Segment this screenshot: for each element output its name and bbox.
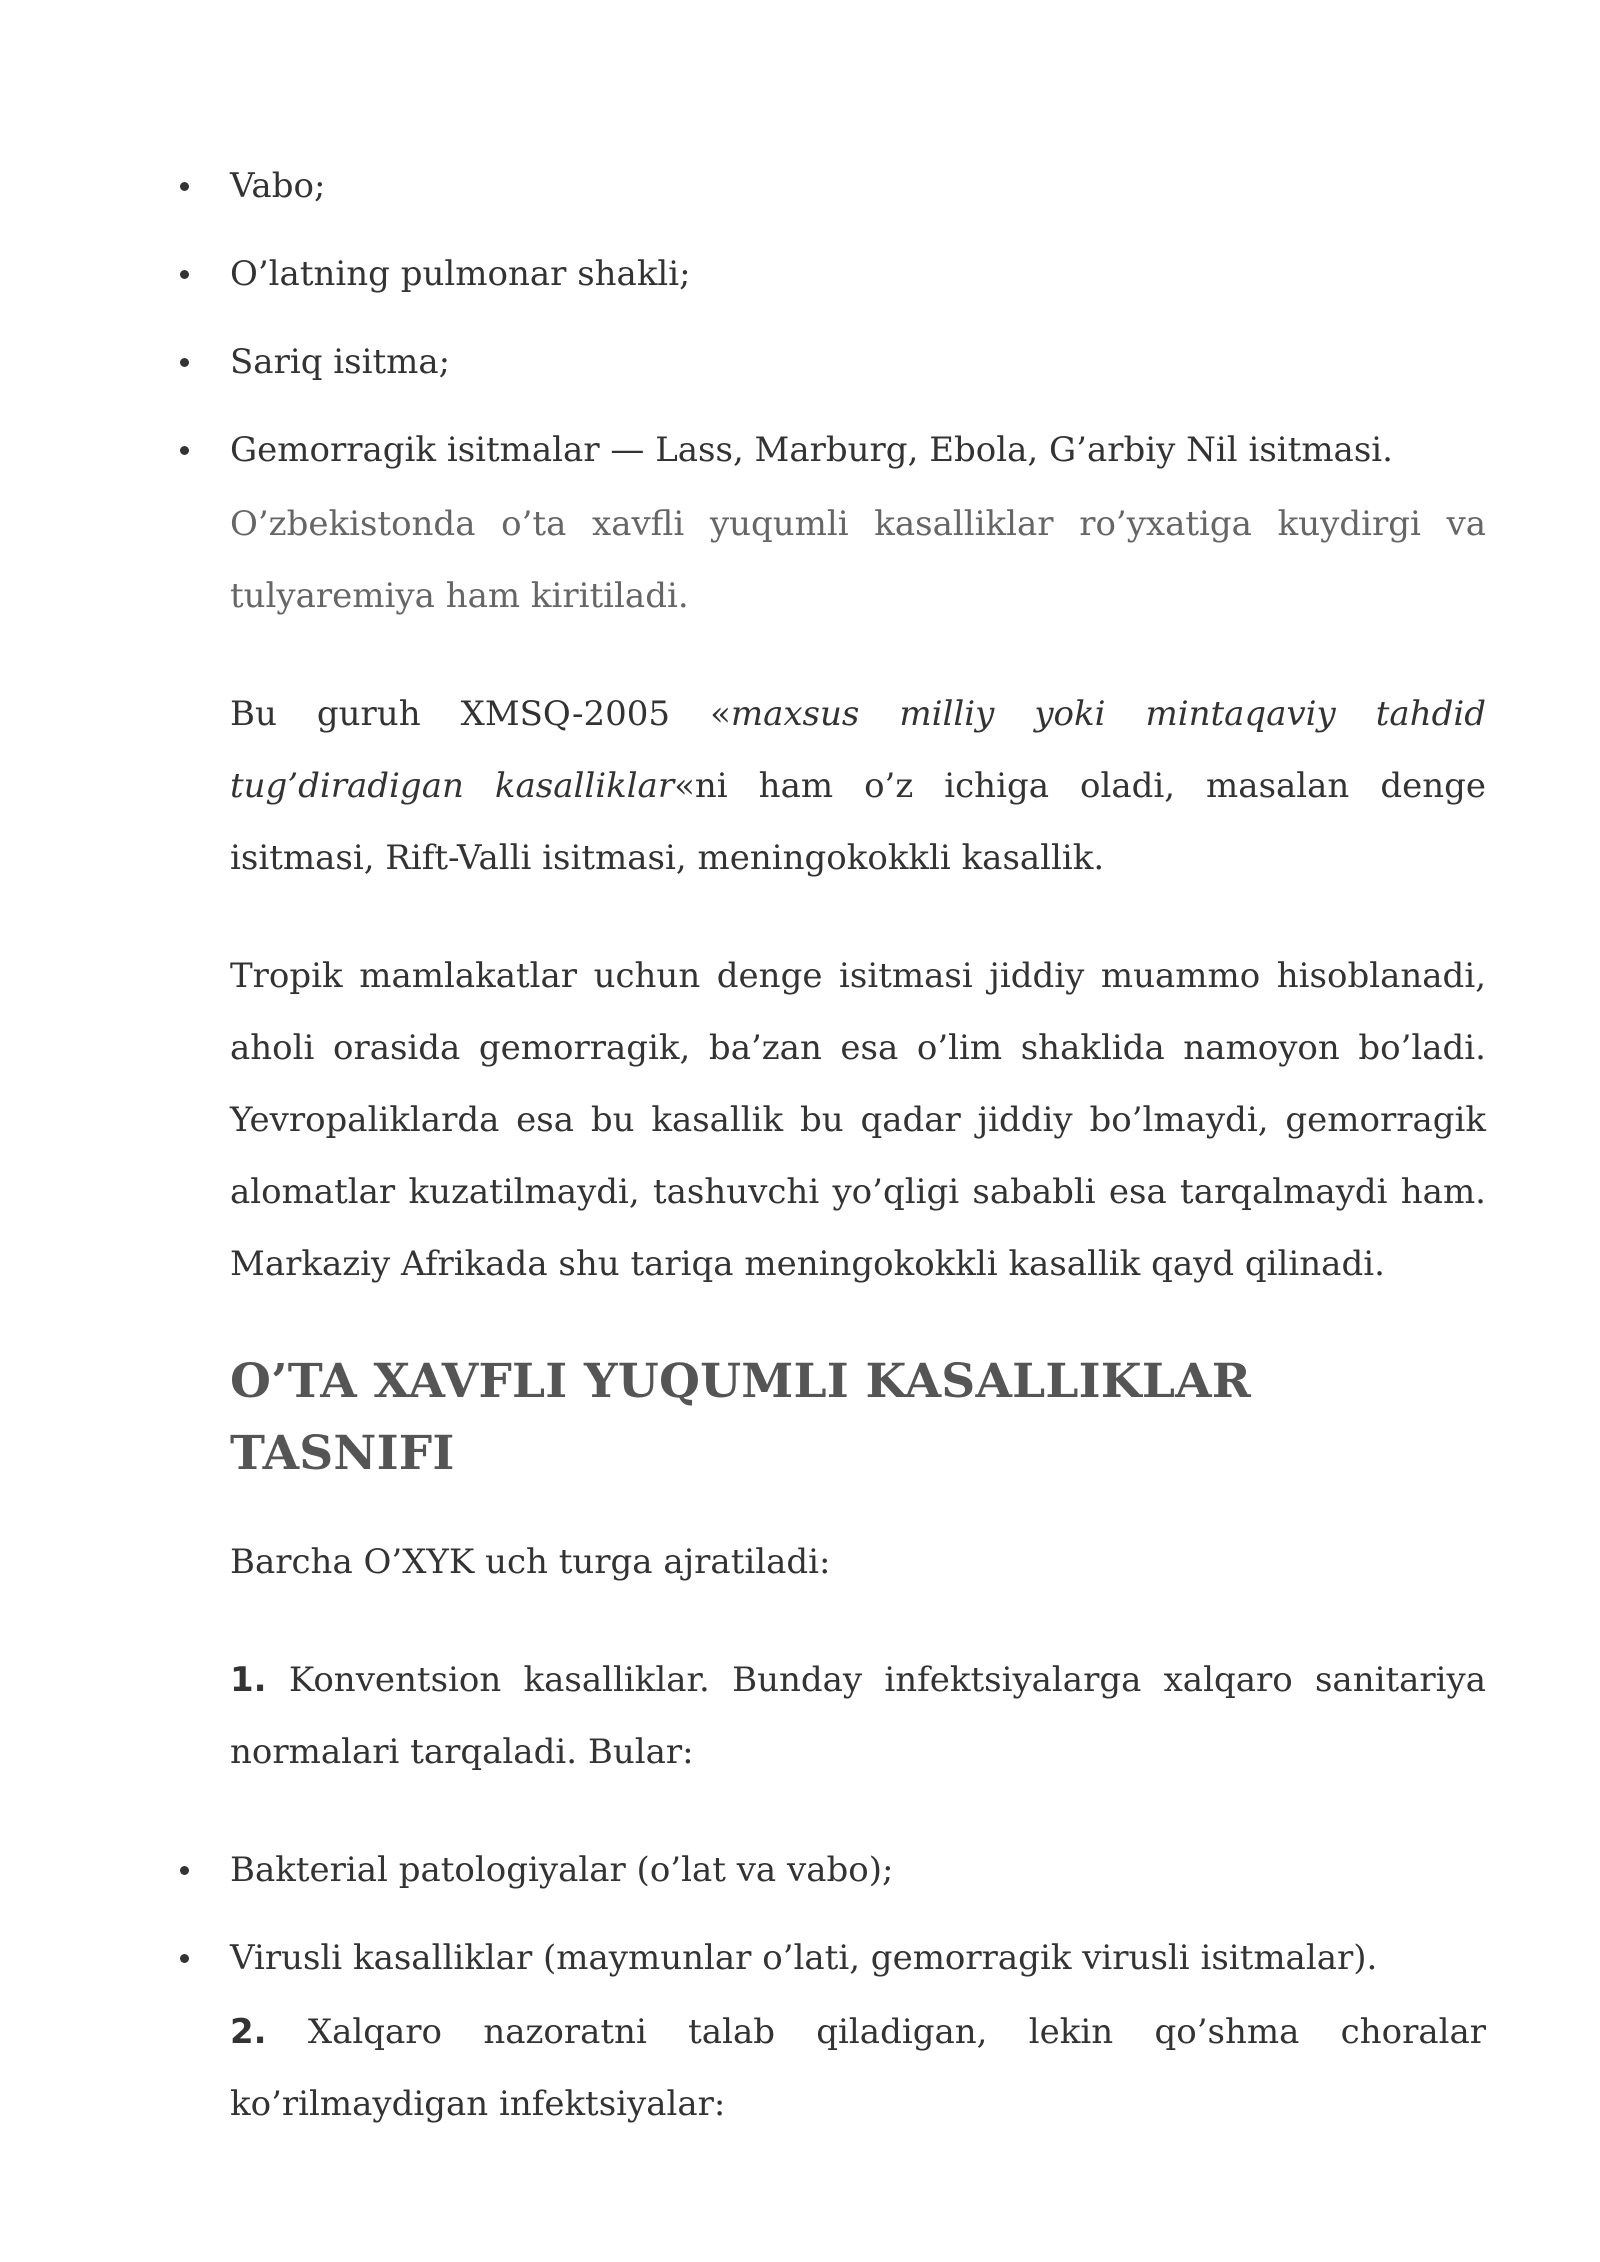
conventional-list [230, 1834, 1486, 1994]
bullet-icon [180, 358, 189, 367]
bullet-icon [180, 182, 189, 191]
bullet-icon [180, 1866, 189, 1875]
bullet-icon [180, 270, 189, 279]
list-item-text: Bakterial patologiyalar (o’lat va vabo); [230, 1850, 894, 1890]
paragraph-group-lead: Bu guruh XMSQ-2005 « [230, 694, 731, 734]
numbered-item-1 [230, 1644, 1486, 1788]
article-body [230, 150, 1486, 2140]
list-item [230, 1922, 1486, 1994]
paragraph-group-italic: maxsus milliy yoki mintaqaviy tahdid tug’diradigan kasalliklar [230, 694, 1486, 806]
list-item-text: Virusli kasalliklar (maymunlar o’lati, gemorragik virusli isitmalar). [230, 1938, 1378, 1978]
list-item [230, 150, 1486, 222]
item-number: 2. [230, 2012, 267, 2052]
list-item [230, 238, 1486, 310]
numbered-item-text: Konventsion kasalliklar. Bunday infektsiyalarga xalqaro sanitariya normalari tarqaladi. Bular: [230, 1660, 1486, 1772]
bullet-icon [180, 1954, 189, 1963]
list-item-text: Vabo; [230, 166, 326, 206]
list-item [230, 414, 1486, 486]
list-item [230, 1834, 1486, 1906]
list-item-text: Gemorragik isitmalar — Lass, Marburg, Ebola, G’arbiy Nil isitmasi. [230, 430, 1393, 470]
bullet-icon [180, 446, 189, 455]
paragraph-three-types: Barcha O’XYK uch turga ajratiladi: [230, 1542, 831, 1582]
item-number: 1. [230, 1660, 267, 1700]
list-item-text: O’latning pulmonar shakli; [230, 254, 691, 294]
paragraph-group [230, 678, 1486, 894]
paragraph-uzbekistan: O’zbekistonda o’ta xavfli yuqumli kasalliklar ro’yxatiga kuydirgi va tulyaremiya ham kiritiladi. [230, 504, 1486, 616]
paragraph-group-tail: «ni ham o’z ichiga oladi, masalan denge isitmasi, Rift-Valli isitmasi, meningokokkli kasallik. [230, 766, 1487, 878]
disease-list [230, 150, 1486, 486]
section-heading: O’TA XAVFLI YUQUMLI KASALLIKLAR TASNIFI [230, 1354, 1252, 1481]
paragraph-tropic: Tropik mamlakatlar uchun denge isitmasi jiddiy muammo hisoblanadi, aholi orasida gemorragik, ba’zan esa o’lim shaklida namoyon bo’ladi. Yevropaliklarda esa bu kasallik bu qadar jiddiy bo’lmaydi, gemorragik alomatlar kuzatilmaydi, tashuvchi yo’qligi sababli esa tarqalmaydi ham. Markaziy Afrikada shu tariqa meningokokkli kasallik qayd qilinadi. [230, 956, 1486, 1284]
list-item [230, 326, 1486, 398]
list-item-text: Sariq isitma; [230, 342, 451, 382]
numbered-item-text: Xalqaro nazoratni talab qiladigan, lekin qo’shma choralar ko’rilmaydigan infektsiyalar: [230, 2012, 1486, 2124]
numbered-item-2 [230, 1996, 1486, 2140]
